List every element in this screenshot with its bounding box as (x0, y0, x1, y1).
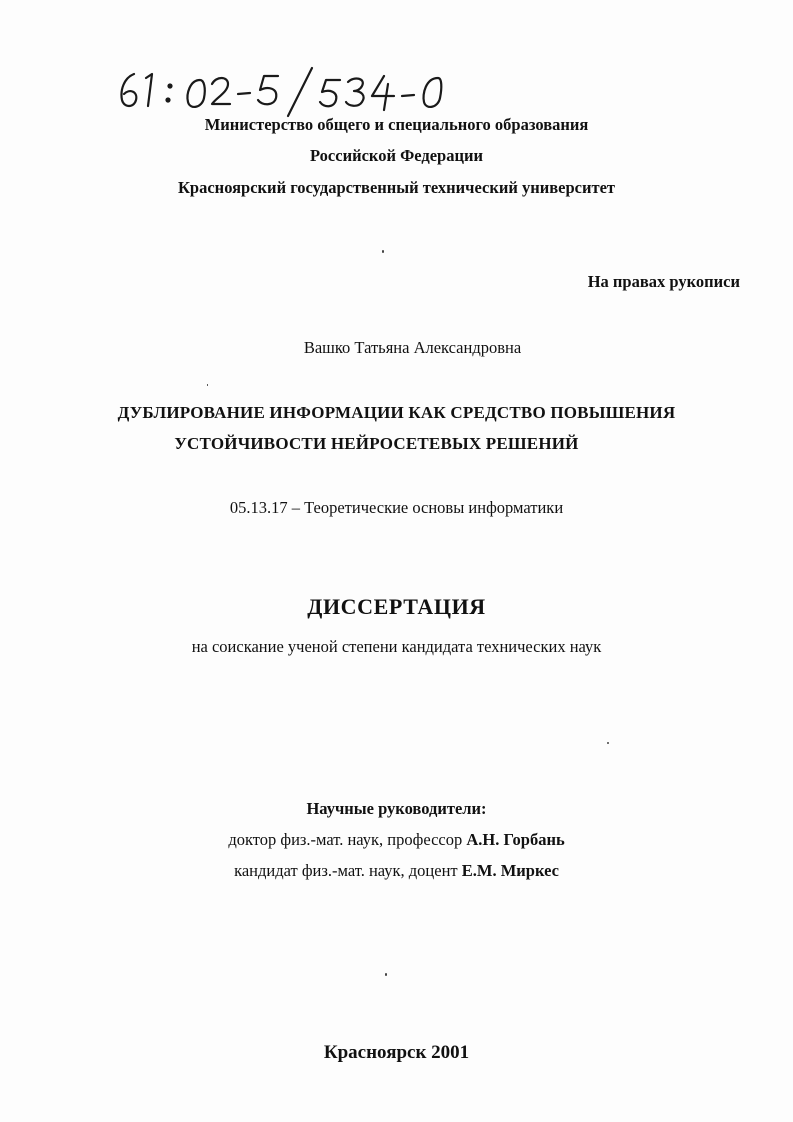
handwritten-archive-code (112, 64, 492, 120)
author-name: Вашко Татьяна Александровна (303, 338, 522, 357)
thesis-title-line-1: ДУБЛИРОВАНИЕ ИНФОРМАЦИИ КАК СРЕДСТВО ПОВЫШЕНИЯ (117, 403, 676, 422)
rights-note: На правах рукописи (587, 272, 740, 291)
scan-speck (382, 250, 384, 253)
document-type: ДИССЕРТАЦИЯ (307, 594, 486, 619)
scan-speck (607, 742, 609, 744)
scan-speck (207, 384, 208, 386)
institution-ministry: Министерство общего и специального образования (204, 115, 589, 134)
supervisor-2-title: кандидат физ.-мат. наук, доцент (234, 861, 462, 880)
specialty: 05.13.17 – Теоретические основы информатики (229, 498, 564, 517)
supervisor-2 (0, 861, 793, 881)
supervisors-heading: Научные руководители: (306, 799, 487, 818)
supervisor-1 (0, 830, 793, 850)
thesis-title-line-2: УСТОЙЧИВОСТИ НЕЙРОСЕТЕВЫХ РЕШЕНИЙ (174, 434, 579, 453)
supervisor-2-name: Е.М. Миркес (461, 861, 559, 880)
scan-speck (385, 973, 387, 976)
degree-statement: на соискание ученой степени кандидата технических наук (191, 637, 602, 656)
institution-country: Российской Федерации (310, 146, 483, 165)
supervisor-1-title: доктор физ.-мат. наук, профессор (228, 830, 467, 849)
city-year: Красноярск 2001 (323, 1042, 470, 1063)
supervisor-1-name: А.Н. Горбань (466, 830, 565, 849)
institution-university: Красноярский государственный технический университет (177, 178, 616, 197)
